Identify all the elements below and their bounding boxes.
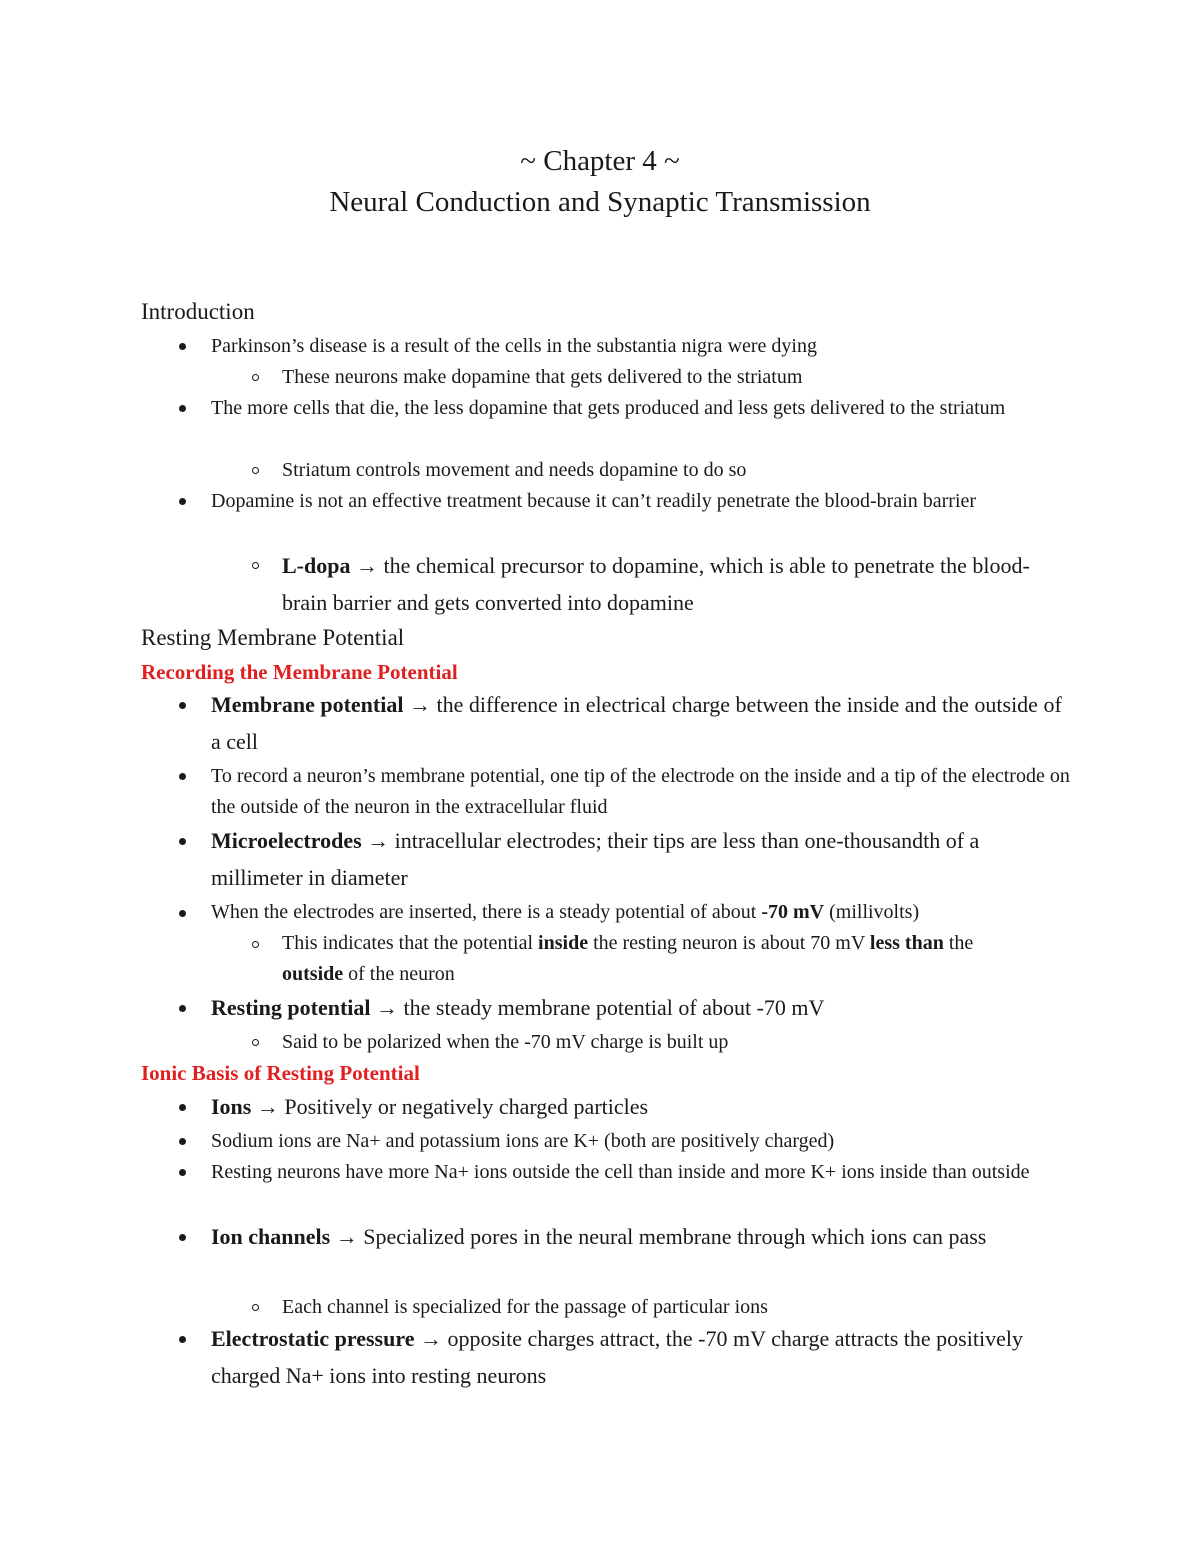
bullet-icon [179, 405, 186, 412]
definition: → intracellular electrodes; their tips are less than one-thousandth of a millimeter in diameter [211, 828, 980, 890]
sub-bullet-icon [252, 374, 259, 381]
term: L-dopa [282, 553, 351, 578]
sub-bullet-icon [252, 941, 259, 948]
sub-bullet-icon [252, 1304, 259, 1311]
chapter-number: ~ Chapter 4 ~ [520, 145, 680, 177]
sub-list-item: Each channel is specialized for the passage of particular ions [282, 1296, 768, 1318]
sub-list-item: These neurons make dopamine that gets delivered to the striatum [282, 366, 803, 388]
sub-list-item [282, 547, 1072, 621]
definition: → opposite charges attract, the -70 mV charge attracts the positively charged Na+ ions into resting neurons [211, 1326, 1023, 1388]
list-item: To record a neuron’s membrane potential, one tip of the electrode on the inside and a tip of the electrode on the outside of the neuron in the extracellular fluid [211, 765, 1070, 818]
emphasis: inside [538, 932, 589, 954]
bullet-icon [179, 1234, 186, 1241]
list-item: Sodium ions are Na+ and potassium ions are K+ (both are positively charged) [211, 1130, 835, 1152]
definition: → Specialized pores in the neural membrane through which ions can pass [330, 1224, 987, 1249]
heading-resting-membrane-potential: Resting Membrane Potential [141, 625, 405, 650]
list-item: Resting neurons have more Na+ ions outside the cell than inside and more K+ ions inside than outside [211, 1161, 1030, 1183]
list-item [211, 1218, 1071, 1255]
bullet-icon [179, 702, 186, 709]
sub-list-item: Striatum controls movement and needs dopamine to do so [282, 459, 747, 481]
bullet-icon [179, 773, 186, 780]
subheading-recording: Recording the Membrane Potential [141, 660, 458, 684]
term: Ions [211, 1094, 252, 1119]
subheading-ionic-basis: Ionic Basis of Resting Potential [141, 1061, 420, 1085]
sub-list-item: Said to be polarized when the -70 mV charge is built up [282, 1031, 729, 1053]
list-item [211, 897, 1071, 928]
emphasis: outside [282, 963, 344, 985]
text-part: When the electrodes are inserted, there is a steady potential of about [211, 901, 762, 923]
sub-bullet-icon [252, 467, 259, 474]
list-item [211, 1088, 1071, 1125]
bullet-icon [179, 1169, 186, 1176]
bullet-icon [179, 838, 186, 845]
list-item [211, 989, 1071, 1026]
term: Ion channels [211, 1224, 331, 1249]
text-part: of the neuron [343, 963, 455, 985]
list-item: Parkinson’s disease is a result of the cells in the substantia nigra were dying [211, 335, 817, 357]
bullet-icon [179, 1336, 186, 1343]
text-part: This indicates that the potential [282, 932, 539, 954]
list-item [211, 686, 1071, 760]
emphasis: less than [869, 932, 944, 954]
text-part: (millivolts) [824, 901, 920, 923]
list-item [211, 1320, 1071, 1394]
sub-bullet-icon [252, 562, 259, 569]
term: Electrostatic pressure [211, 1326, 415, 1351]
sub-bullet-icon [252, 1039, 259, 1046]
bullet-icon [179, 1138, 186, 1145]
text-part: the resting neuron is about 70 mV [588, 932, 870, 954]
term: Resting potential [211, 995, 371, 1020]
sub-list-item [282, 928, 1022, 990]
text-part: the [943, 932, 974, 954]
bullet-icon [179, 498, 186, 505]
heading-introduction: Introduction [141, 299, 255, 324]
bullet-icon [179, 1005, 186, 1012]
emphasis: -70 mV [761, 901, 825, 923]
list-item: Dopamine is not an effective treatment because it can’t readily penetrate the blood-brain barrier [211, 490, 977, 512]
term: Membrane potential [211, 692, 404, 717]
definition: → the steady membrane potential of about -70 mV [370, 995, 825, 1020]
definition: → the chemical precursor to dopamine, which is able to penetrate the blood-brain barrier and gets converted into dopamine [282, 553, 1030, 615]
term: Microelectrodes [211, 828, 362, 853]
list-item: The more cells that die, the less dopamine that gets produced and less gets delivered to the striatum [211, 397, 1006, 419]
chapter-title: Neural Conduction and Synaptic Transmission [329, 186, 871, 218]
definition: → the difference in electrical charge between the inside and the outside of a cell [211, 692, 1062, 754]
bullet-icon [179, 910, 186, 917]
definition: → Positively or negatively charged particles [251, 1094, 649, 1119]
list-item [211, 822, 1071, 896]
bullet-icon [179, 1104, 186, 1111]
bullet-icon [179, 343, 186, 350]
